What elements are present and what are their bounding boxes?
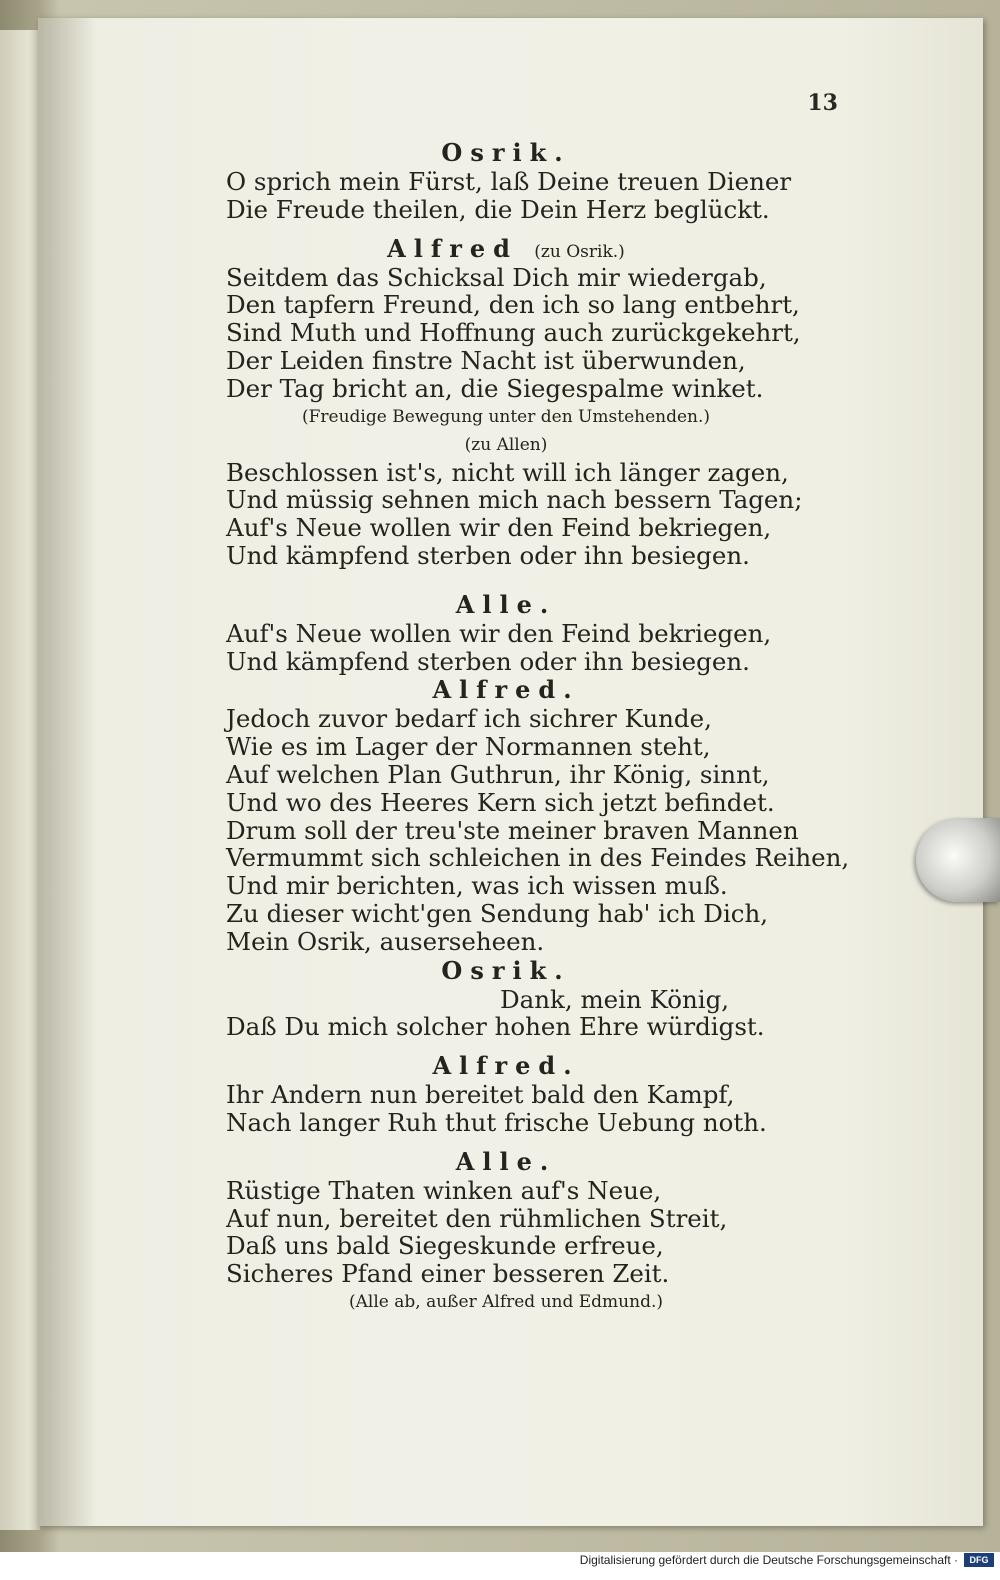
page-number: 13 xyxy=(807,90,838,116)
verse-line: Dank, mein König, xyxy=(500,984,730,1014)
verse-line: Zu dieser wicht'gen Sendung hab' ich Dich, xyxy=(226,898,769,928)
speaker-name xyxy=(226,138,786,168)
verse-line: Auf welchen Plan Guthrun, ihr König, sinnt, xyxy=(226,759,770,789)
verse-line: Vermummt sich schleichen in des Feindes Reihen, xyxy=(226,843,850,873)
verse-line: Die Freude theilen, die Dein Herz beglückt. xyxy=(226,194,770,224)
verse-line: Mein Osrik, auserseheen. xyxy=(226,926,545,956)
spacer xyxy=(226,224,786,234)
verse-line: Der Leiden finstre Nacht ist überwunden, xyxy=(226,345,746,375)
stage-direction: (zu Allen) xyxy=(464,434,548,455)
page-gutter-shadow xyxy=(38,18,98,1526)
verse-line: Seitdem das Schicksal Dich mir wiedergab, xyxy=(226,262,767,292)
spacer xyxy=(226,580,786,590)
verse-line: Auf's Neue wollen wir den Feind bekriegen, xyxy=(226,618,772,648)
speaker-name xyxy=(226,234,786,264)
speaker-label: Alle. xyxy=(455,1146,557,1176)
speaker-label: Alfred xyxy=(387,233,518,263)
funding-notice: Digitalisierung gefördert durch die Deutsche Forschungsgemeinschaft · xyxy=(579,1553,958,1567)
verse-line: Wie es im Lager der Normannen steht, xyxy=(226,732,711,762)
speaker-name xyxy=(226,956,786,986)
speaker-label: Alfred. xyxy=(432,1051,580,1081)
verse-line: Und müssig sehnen mich nach bessern Tagen; xyxy=(226,485,803,515)
verse-line: Ihr Andern nun bereitet bald den Kampf, xyxy=(226,1080,735,1110)
verse-line: Daß uns bald Siegeskunde erfreue, xyxy=(226,1231,664,1261)
verse-line: O sprich mein Fürst, laß Deine treuen Diener xyxy=(226,167,792,196)
speaker-label: Alfred. xyxy=(432,675,580,705)
speaker-name xyxy=(226,1051,786,1081)
verse-line: Nach langer Ruh thut frische Uebung noth. xyxy=(226,1107,767,1137)
speaker-label: Alle. xyxy=(455,589,557,619)
verse-line: Beschlossen ist's, nicht will ich länger zagen, xyxy=(226,457,789,487)
verse-line: Der Tag bricht an, die Siegespalme winket. xyxy=(226,373,764,403)
verse-line: Auf's Neue wollen wir den Feind bekriegen, xyxy=(226,513,772,543)
verse-line: Rüstige Thaten winken auf's Neue, xyxy=(226,1175,662,1205)
speaker-name xyxy=(226,675,786,705)
speaker-label: Osrik. xyxy=(441,138,571,167)
dfg-logo: DFG xyxy=(964,1553,994,1567)
previous-page-edge xyxy=(0,30,40,1530)
verse-line: Daß Du mich solcher hohen Ehre würdigst. xyxy=(226,1012,765,1042)
stage-direction: (Alle ab, außer Alfred und Edmund.) xyxy=(349,1291,663,1312)
verse-line: Und kämpfend sterben oder ihn besiegen. xyxy=(226,540,750,570)
verse-line: Und mir berichten, was ich wissen muß. xyxy=(226,871,728,901)
spacer xyxy=(226,1137,786,1147)
verse-line: Und kämpfend sterben oder ihn besiegen. xyxy=(226,646,750,676)
speaker-direction: (zu Osrik.) xyxy=(534,241,625,262)
spacer xyxy=(226,1041,786,1051)
page-clip-tab xyxy=(916,818,1000,902)
speaker-name xyxy=(226,1147,786,1177)
speaker-name xyxy=(226,590,786,620)
stage-direction: (Freudige Bewegung unter den Umstehenden.) xyxy=(301,406,711,427)
speaker-label: Osrik. xyxy=(441,955,571,985)
verse-line: Den tapfern Freund, den ich so lang entbehrt, xyxy=(226,290,800,320)
verse-line: Sind Muth und Hoffnung auch zurückgekehrt, xyxy=(226,318,801,348)
verse-line: Und wo des Heeres Kern sich jetzt befindet. xyxy=(226,787,775,817)
spacer xyxy=(226,570,786,580)
verse-line: Sicheres Pfand einer besseren Zeit. xyxy=(226,1259,670,1289)
verse-line: Auf nun, bereitet den rühmlichen Streit, xyxy=(226,1203,728,1233)
verse-line: Drum soll der treu'ste meiner braven Mannen xyxy=(226,815,799,845)
verse-line: Jedoch zuvor bedarf ich sichrer Kunde, xyxy=(226,704,712,734)
play-text xyxy=(226,138,850,1316)
